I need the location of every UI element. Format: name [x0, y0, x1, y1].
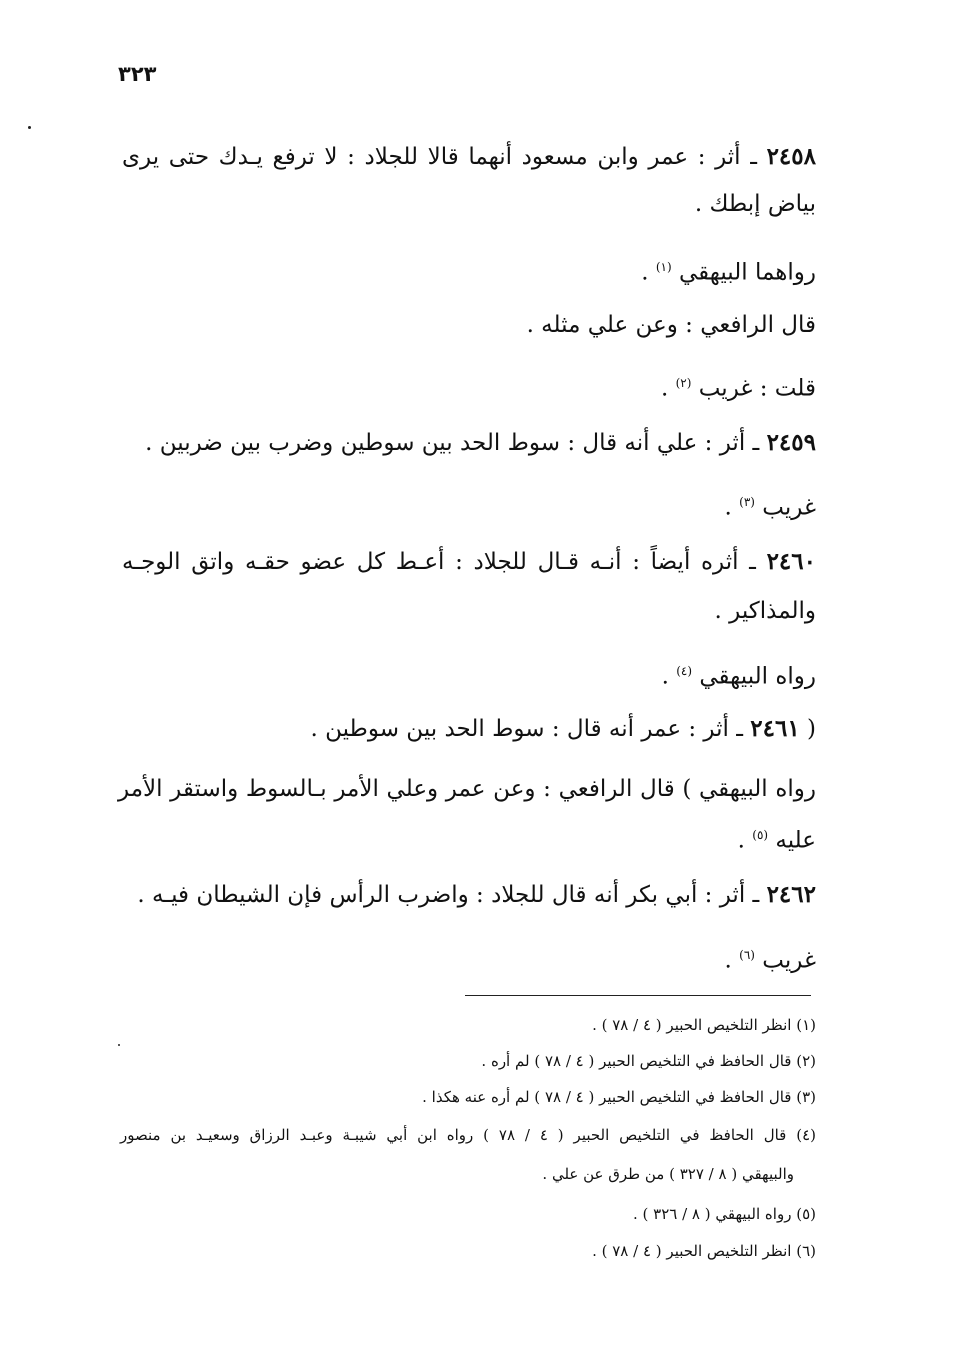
comment-line — [661, 368, 816, 404]
footnote-4-line-2: والبيهقي ( ٨ / ٣٢٧ ) من طرق عن علي . — [542, 1165, 794, 1183]
open-paren: ( — [799, 716, 816, 742]
entry-text: ـ أثره أيضاً : أنـه قـال للجلاد : أعـط كل عضو حقـه واتق الوجـه — [122, 549, 767, 575]
rafii-line-end — [738, 820, 816, 856]
entry-2460-line-1 — [122, 547, 816, 577]
comment-line — [725, 940, 816, 976]
comment-line — [725, 487, 816, 523]
entry-tail: . — [641, 259, 656, 286]
entry-text: ـ أثر : علي أنه قال : سوط الحد بين سوطين وضرب بين ضربين . — [145, 430, 767, 456]
entry-number: ٢٤٦٢ — [766, 881, 816, 908]
entry-text: بياض إبطك . — [694, 191, 816, 217]
entry-number: ٢٤٥٩ — [766, 429, 816, 456]
narration-line — [662, 656, 816, 692]
entry-tail: . — [660, 375, 676, 402]
footnote-ref: (٤) — [676, 664, 693, 678]
entry-2461 — [310, 714, 816, 744]
entry-2458-line-1 — [122, 142, 816, 172]
footnote-3: (٣) قال الحافظ في التلخيص الحبير ( ٤ / ٧٨ ) لم أره عنه هكذا . — [422, 1088, 816, 1106]
entry-text: رواه البيهقي ) قال الرافعي : وعن عمر وعلي الأمر بـالسوط واستقر الأمر — [118, 776, 816, 802]
footnote-ref: (٦) — [739, 948, 755, 962]
scan-speck — [118, 1044, 120, 1046]
rafii-line — [527, 310, 816, 340]
entry-text: رواه البيهقي — [699, 663, 816, 690]
entry-2462 — [137, 880, 816, 910]
footnote-6: (٦) انظر التلخيص الحبير ( ٤ / ٧٨ ) . — [592, 1242, 816, 1260]
footnote-ref: (٢) — [675, 376, 692, 390]
entry-tail: . — [724, 947, 740, 974]
footnote-2: (٢) قال الحافظ في التلخيص الحبير ( ٤ / ٧٨ ) لم أره . — [481, 1052, 816, 1070]
rafii-line-long — [118, 774, 816, 804]
footnote-divider — [465, 995, 811, 996]
entry-text: عليه — [775, 827, 816, 854]
footnote-1: (١) انظر التلخيص الحبير ( ٤ / ٧٨ ) . — [592, 1016, 816, 1034]
entry-tail: . — [737, 827, 753, 854]
scan-speck — [28, 126, 31, 129]
footnote-4-line-1: (٤) قال الحافظ في التلخيص الحبير ( ٤ / ٧٨ ) رواه ابن أبي شيبـة وعبـد الرزاق وسعيـد بن منصور — [120, 1126, 817, 1144]
entry-2460-line-2 — [715, 596, 816, 626]
entry-text: والمذاكير . — [714, 598, 816, 624]
entry-text: ـ أثر : أبي بكر أنه قال للجلاد : واضرب الرأس فإن الشيطان فيـه . — [137, 882, 767, 908]
entry-text: رواهما البيهقي — [678, 259, 816, 286]
footnote-5: (٥) رواه البيهقي ( ٨ / ٣٢٦ ) . — [633, 1205, 816, 1223]
entry-tail: . — [724, 494, 740, 521]
entry-text: قال الرافعي : وعن علي مثله . — [526, 312, 816, 338]
entry-text: غريب — [762, 947, 816, 974]
entry-text: غريب — [762, 494, 816, 521]
entry-text: ـ أثر : عمر وابن مسعود أنهما قالا للجلاد : لا ترفع يـدك حتى يرى — [122, 144, 767, 170]
page-number: ٣٢٣ — [118, 62, 157, 86]
narration-line — [641, 252, 816, 288]
entry-text: ـ أثر : عمر أنه قال : سوط الحد بين سوطين . — [310, 716, 751, 742]
entry-2458-line-2 — [695, 189, 816, 219]
entry-tail: . — [661, 663, 677, 690]
footnote-ref: (٣) — [739, 495, 755, 509]
entry-number: ٢٤٥٨ — [766, 143, 816, 170]
entry-number: ٢٤٦٠ — [766, 548, 816, 575]
footnote-ref: (١) — [655, 260, 672, 274]
footnote-ref: (٥) — [752, 828, 769, 842]
entry-number: ٢٤٦١ — [750, 715, 800, 742]
entry-2459 — [145, 428, 816, 458]
entry-text: قلت : غريب — [698, 375, 816, 402]
